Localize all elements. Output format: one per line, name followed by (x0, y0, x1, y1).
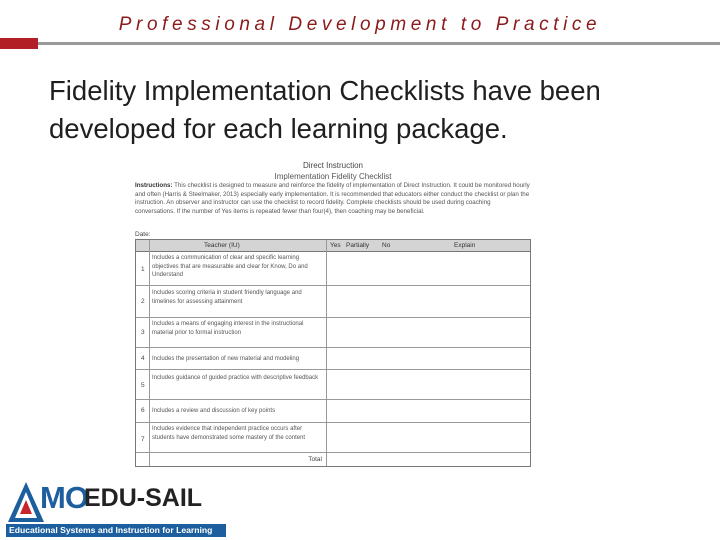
header-accent-bar (0, 38, 38, 49)
row-text: Includes evidence that independent practice occurs after students have demonstrated some mastery of the content (152, 426, 306, 441)
col-no: No (382, 242, 391, 249)
slide-heading: Fidelity Implementation Checklists have been developed for each learning package. (49, 75, 601, 144)
table-row (136, 348, 530, 370)
logo-edu-sail-text: EDU-SAIL (84, 484, 203, 512)
total-row (136, 453, 530, 466)
table-row (136, 318, 530, 348)
col-yes: Yes (330, 242, 341, 249)
table-row (136, 286, 530, 318)
table-header (136, 240, 530, 252)
row-number: 3 (141, 329, 145, 336)
table-row (136, 370, 530, 400)
row-text: Includes scoring criteria in student friendly language and timelines for assessing attainment (152, 290, 302, 305)
row-number: 7 (141, 436, 145, 443)
header-divider (38, 42, 720, 45)
checklist-title: Direct Instruction (302, 161, 364, 170)
col-teacher: Teacher (IU) (204, 242, 240, 249)
row-number: 4 (141, 355, 145, 362)
instructions-text: This checklist is designed to measure and reinforce the fidelity of implementation of Direct Instruction. It could be monitored hourly and often (Harris & Steelmaker, 2013) especially early implementation. It is recommended that educators either conduct the checklist or plan the instruction. An observer and instructor can use the checklist to record fidelity. Complete checklists should be used during coaching conversations. If the number of Yes items is repeated fewer than four(4), then coaching may be beneficial. (135, 182, 530, 216)
row-number: 2 (141, 298, 145, 305)
checklist-instructions (135, 182, 531, 217)
table-row (136, 252, 530, 286)
row-text: Includes a communication of clear and specific learning objectives that are measurable and clear for Know, Do and Understand (152, 255, 308, 279)
row-number: 6 (141, 407, 145, 414)
col-partially: Partially (346, 242, 370, 249)
date-label: Date: (135, 231, 151, 238)
total-label: Total (308, 456, 322, 463)
row-text: Includes the presentation of new material and modeling (152, 356, 300, 362)
checklist-subtitle: Implementation Fidelity Checklist (274, 172, 392, 181)
table-row (136, 423, 530, 453)
row-text: Includes a review and discussion of key points (152, 408, 276, 414)
logo-tagline: Educational Systems and Instruction for Learning (6, 524, 226, 537)
row-text: Includes guidance of guided practice with descriptive feedback (152, 375, 319, 381)
mo-edu-sail-logo (4, 478, 234, 540)
row-text: Includes a means of engaging interest in the instructional material prior to formal instruction (152, 321, 304, 336)
col-explain: Explain (454, 242, 476, 249)
instructions-label: Instructions: (135, 182, 173, 189)
logo-mo-text: MO (40, 480, 88, 515)
row-number: 1 (141, 266, 145, 273)
table-row (136, 400, 530, 423)
checklist-table (135, 239, 531, 467)
header-title: Professional Development to Practice (118, 14, 602, 35)
checklist-image (133, 159, 533, 471)
row-number: 5 (141, 382, 145, 389)
